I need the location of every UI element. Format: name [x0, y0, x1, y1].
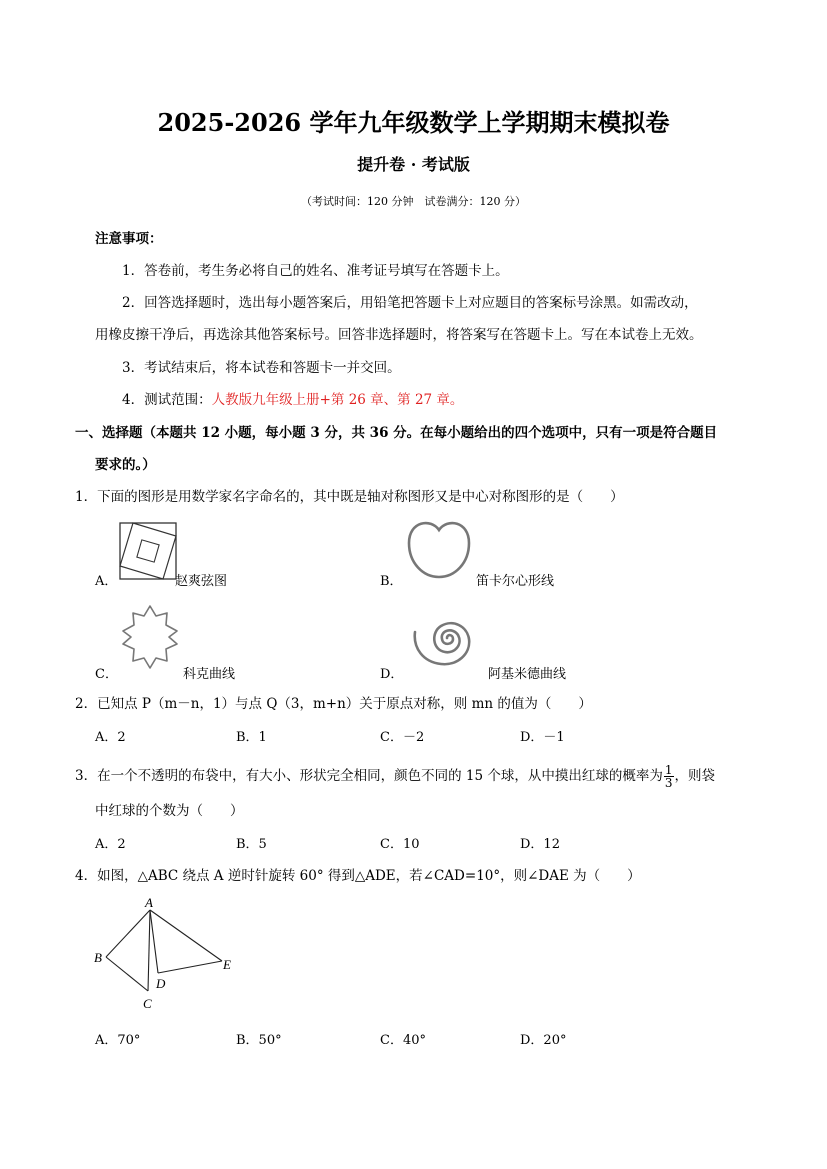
archimedean-spiral-icon — [405, 604, 487, 672]
q4-option-c: C．40° — [380, 1033, 426, 1048]
q2-stem: 2．已知点 P（m－n，1）与点 Q（3，m+n）关于原点对称，则 mn 的值为（ ） — [75, 696, 592, 712]
q3-option-d: D．12 — [520, 837, 560, 852]
notice-item-2-line1: 2．回答选择题时，选出每小题答案后，用铅笔把答题卡上对应题目的答案标号涂黑。如需改动， — [122, 295, 698, 311]
vertex-label-e: E — [223, 957, 231, 972]
q1-option-c-name: 科克曲线 — [183, 667, 236, 682]
koch-curve-icon — [117, 604, 183, 670]
q3-option-b: B．5 — [236, 837, 267, 852]
q3-stem-part1: 3．在一个不透明的布袋中，有大小、形状完全相同，颜色不同的 15 个球，从中摸出红球的概率为 — [75, 768, 663, 784]
q1-option-a-name: 赵爽弦图 — [175, 574, 228, 589]
notice-item-1: 1．答卷前，考生务必将自己的姓名、准考证号填写在答题卡上。 — [122, 263, 509, 279]
q1-option-b-label: B． — [380, 574, 403, 589]
q1-stem: 1．下面的图形是用数学家名字命名的，其中既是轴对称图形又是中心对称图形的是（ ） — [75, 489, 624, 505]
notice-item-4 — [122, 388, 463, 408]
q3-fraction — [664, 764, 674, 789]
q2-option-c: C．－2 — [380, 730, 425, 745]
vertex-label-c: C — [143, 996, 152, 1011]
vertex-label-b: B — [94, 950, 102, 965]
exam-title: 2025-2026 学年九年级数学上学期期末模拟卷 — [157, 108, 670, 137]
notice-item-4-scope: 人教版九年级上册+第 26 章、第 27 章。 — [211, 392, 464, 408]
q3-stem-part2: ，则袋 — [674, 768, 715, 784]
notice-item-2-line2: 用橡皮擦干净后，再选涂其他答案标号。回答非选择题时，将答案写在答题卡上。写在本试卷上无效。 — [95, 327, 703, 343]
q4-option-a: A．70° — [95, 1033, 141, 1048]
q3-frac-num: 1 — [664, 763, 673, 777]
q3-option-a: A．2 — [95, 837, 126, 852]
q1-option-d-name: 阿基米德曲线 — [488, 667, 567, 682]
q3-frac-den: 3 — [664, 776, 673, 790]
vertex-label-a: A — [145, 895, 153, 910]
q2-option-a: A．2 — [95, 730, 126, 745]
q4-option-d: D．20° — [520, 1033, 567, 1048]
section1-heading-line2: 要求的。） — [95, 457, 156, 473]
q2-option-b: B．1 — [236, 730, 267, 745]
q3-option-c: C．10 — [380, 837, 420, 852]
zhao-shuang-diagram-icon — [118, 521, 178, 581]
notice-heading: 注意事项： — [95, 231, 163, 247]
q2-option-d: D．－1 — [520, 730, 565, 745]
notice-item-4-prefix: 4．测试范围： — [122, 392, 212, 408]
vertex-label-d: D — [156, 976, 166, 991]
q1-option-b-name: 笛卡尔心形线 — [476, 574, 555, 589]
q4-option-b: B．50° — [236, 1033, 282, 1048]
exam-info: （考试时间：120 分钟 试卷满分：120 分） — [301, 195, 526, 208]
q4-triangle-figure — [90, 895, 240, 1015]
notice-item-3: 3．考试结束后，将本试卷和答题卡一并交回。 — [122, 360, 401, 376]
exam-subtitle: 提升卷 · 考试版 — [357, 155, 470, 174]
q1-option-d-label: D． — [380, 667, 404, 682]
cardioid-icon — [405, 519, 473, 581]
q4-stem: 4．如图，△ABC 绕点 A 逆时针旋转 60° 得到△ADE，若∠CAD=10°，则∠DAE 为（ ） — [75, 868, 641, 884]
q1-option-c-label: C． — [95, 667, 118, 682]
q3-stem-line2: 中红球的个数为（ ） — [95, 803, 244, 819]
q3-stem — [75, 764, 715, 789]
section1-heading-line1: 一、选择题（本题共 12 小题，每小题 3 分，共 36 分。在每小题给出的四个选项中，只有一项是符合题目 — [75, 425, 718, 441]
q1-option-a-label: A． — [95, 574, 118, 589]
